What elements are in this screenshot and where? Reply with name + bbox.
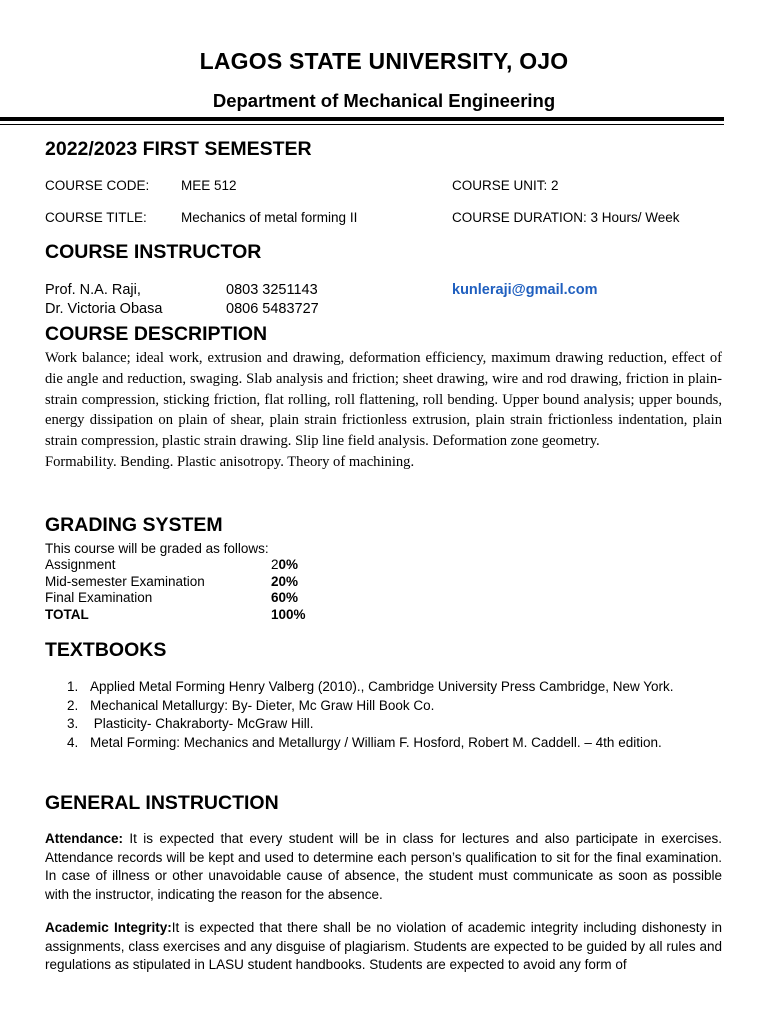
instructor-name: Dr. Victoria Obasa: [45, 301, 163, 317]
grade-value: 20%: [271, 574, 299, 589]
attendance-paragraph: [45, 830, 722, 904]
department-title: Department of Mechanical Engineering: [212, 90, 556, 111]
instructor-name: Prof. N.A. Raji,: [45, 282, 141, 298]
instructor-heading: COURSE INSTRUCTOR: [45, 241, 262, 263]
course-unit: COURSE UNIT: 2: [452, 178, 559, 193]
description-paragraph: Formability. Bending. Plastic anisotropy. Theory of machining.: [45, 453, 415, 470]
grade-total-label: TOTAL: [45, 607, 89, 622]
grade-value: 60%: [271, 590, 299, 605]
list-number: 3.: [67, 716, 79, 732]
header-rule-thick: [0, 117, 724, 121]
grade-value-rest: 0%: [278, 557, 299, 572]
description-paragraph: Work balance; ideal work, extrusion and drawing, deformation efficiency, maximum drawing reduction, effect of die angle and reduction, swaging. Slab analysis and friction; sheet drawing, wire and rod drawing, friction in plain-strain compression, sticking friction, flat rolling, roll flattening, roll bending. Upper bound analysis; upper bounds, energy dissipation on plain of shear, plain strain frictionless extrusion, plain strain frictionless indentation, plain strain compression, plastic strain drawing. Slip line field analysis. Deformation zone geometry.: [45, 350, 722, 450]
instructor-email-link[interactable]: kunleraji@gmail.com: [452, 282, 598, 298]
grade-label: Mid-semester Examination: [45, 574, 205, 589]
general-instruction-heading: GENERAL INSTRUCTION: [45, 792, 279, 814]
textbook-list: [45, 678, 735, 752]
grade-value: [271, 557, 298, 574]
grade-value-lead: 2: [271, 557, 279, 572]
grade-total-value: 100%: [271, 607, 306, 622]
list-number: 2.: [67, 697, 79, 713]
course-duration: COURSE DURATION: 3 Hours/ Week: [452, 210, 680, 225]
integrity-label: Academic Integrity:: [45, 920, 172, 935]
header-rule-thin: [0, 124, 724, 125]
attendance-text: It is expected that every student will be in class for lectures and also participate in exercises. Attendance records will be kept and used to determine each person’s qualification to sit for the final examination. In case of illness or other unavoidable cause of absence, the student must communicate as soon as possible with the instructor, indicating the reason for the absence.: [45, 831, 722, 902]
instructor-phone: 0806 5483727: [226, 301, 319, 317]
course-code-value: MEE 512: [181, 178, 237, 193]
list-item: [45, 715, 735, 734]
university-title: LAGOS STATE UNIVERSITY, OJO: [199, 48, 569, 74]
list-number: 1.: [67, 679, 79, 694]
list-number: 4.: [67, 734, 79, 750]
textbook-text: Plasticity- Chakraborty- McGraw Hill.: [90, 716, 314, 732]
grade-label: Final Examination: [45, 590, 153, 605]
grading-heading: GRADING SYSTEM: [45, 514, 223, 536]
textbook-text: Metal Forming: Mechanics and Metallurgy / William F. Hosford, Robert M. Caddell. – 4th edition.: [90, 734, 662, 750]
list-item: [45, 697, 735, 716]
course-title-label: COURSE TITLE:: [45, 210, 147, 225]
description-body: [45, 348, 722, 473]
instructor-phone: 0803 3251143: [226, 282, 318, 298]
grading-intro: This course will be graded as follows:: [45, 541, 269, 556]
textbooks-heading: TEXTBOOKS: [45, 639, 167, 661]
list-item: [45, 678, 735, 697]
course-code-label: COURSE CODE:: [45, 178, 150, 193]
integrity-paragraph: [45, 919, 722, 975]
textbook-text: Applied Metal Forming Henry Valberg (2010)., Cambridge University Press Cambridge, New York.: [90, 679, 674, 694]
grade-label: Assignment: [45, 557, 116, 572]
course-title-value: Mechanics of metal forming II: [181, 210, 358, 225]
description-heading: COURSE DESCRIPTION: [45, 323, 268, 345]
textbook-text: Mechanical Metallurgy: By- Dieter, Mc Graw Hill Book Co.: [90, 697, 435, 713]
list-item: [45, 734, 735, 753]
semester-heading: 2022/2023 FIRST SEMESTER: [45, 138, 312, 160]
attendance-label: Attendance:: [45, 831, 124, 846]
integrity-text: It is expected that there shall be no violation of academic integrity including dishonesty in assignments, class exercises and any disguise of plagiarism. Students are expected to be guided by all rules and regulations as stipulated in LASU student handbooks. Students are expected to avoid any form of: [45, 920, 722, 972]
